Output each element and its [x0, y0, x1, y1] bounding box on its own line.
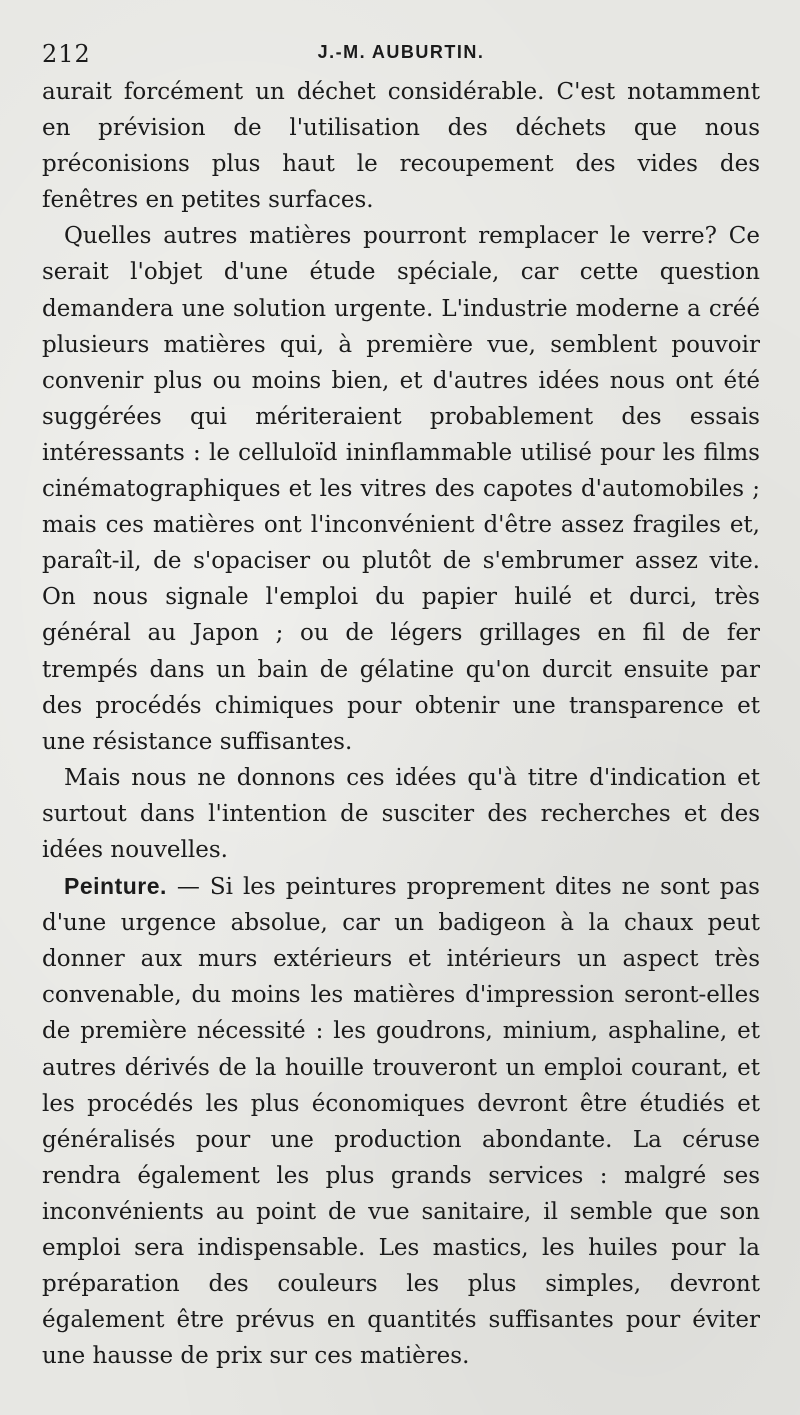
- paragraph-peinture-text: — Si les peintures proprement dites ne sont pas d'une urgence absolue, car un badigeon à la chaux peut donner aux murs extérieurs et intérieurs un aspect très convenable, du moins les matières d'impression seront-elles de première nécessité : les goudrons, minium, asphaline, et autres dérivés de la houille trouveront un emploi courant, et les procédés les plus économiques devront être étudiés et généralisés pour une production abondante. La céruse rendra également les plus grands services : malgré ses inconvénients au point de vue sanitaire, il semble que son emploi sera indispensable. Les mastics, les huiles pour la préparation des couleurs les plus simples, devront également être prévus en quantités suffisantes pour éviter une hausse de prix sur ces matières.: [42, 874, 760, 1370]
- running-head: [42, 22, 760, 74]
- running-title: J.-M. AUBURTIN.: [317, 42, 485, 62]
- paragraph-glass-substitutes: Quelles autres matières pourront remplacer le verre? Ce serait l'objet d'une étude spéciale, car cette question demandera une solution urgente. L'industrie moderne a créé plusieurs matières qui, à première vue, semblent pouvoir convenir plus ou moins bien, et d'autres idées nous ont été suggérées qui mériteraient probablement des essais intéressants : le celluloïd ininflammable utilisé pour les films cinématographiques et les vitres des capotes d'automobiles ; mais ces matières ont l'inconvénient d'être assez fragiles et, paraît-il, de s'opaciser ou plutôt de s'embrumer assez vite. On nous signale l'emploi du papier huilé et durci, très général au Japon ; ou de légers grillages en fil de fer trempés dans un bain de gélatine qu'on durcit ensuite par des procédés chimiques pour obtenir une transparence et une résistance suffisantes.: [42, 223, 760, 755]
- section-heading-peinture: Peinture.: [64, 873, 167, 900]
- paragraph-ideas: Mais nous ne donnons ces idées qu'à titre d'indication et surtout dans l'intention de susciter des recherches et des idées nouvelles.: [42, 764, 760, 863]
- page-number: 212: [42, 40, 91, 68]
- paragraph-peinture: [42, 868, 760, 1374]
- paragraph-continuation: aurait forcément un déchet considérable. C'est notamment en prévision de l'utilisation des déchets que nous préconisions plus haut le recoupement des vides des fenêtres en petites surfaces.: [42, 79, 760, 214]
- page-body: [42, 74, 760, 1374]
